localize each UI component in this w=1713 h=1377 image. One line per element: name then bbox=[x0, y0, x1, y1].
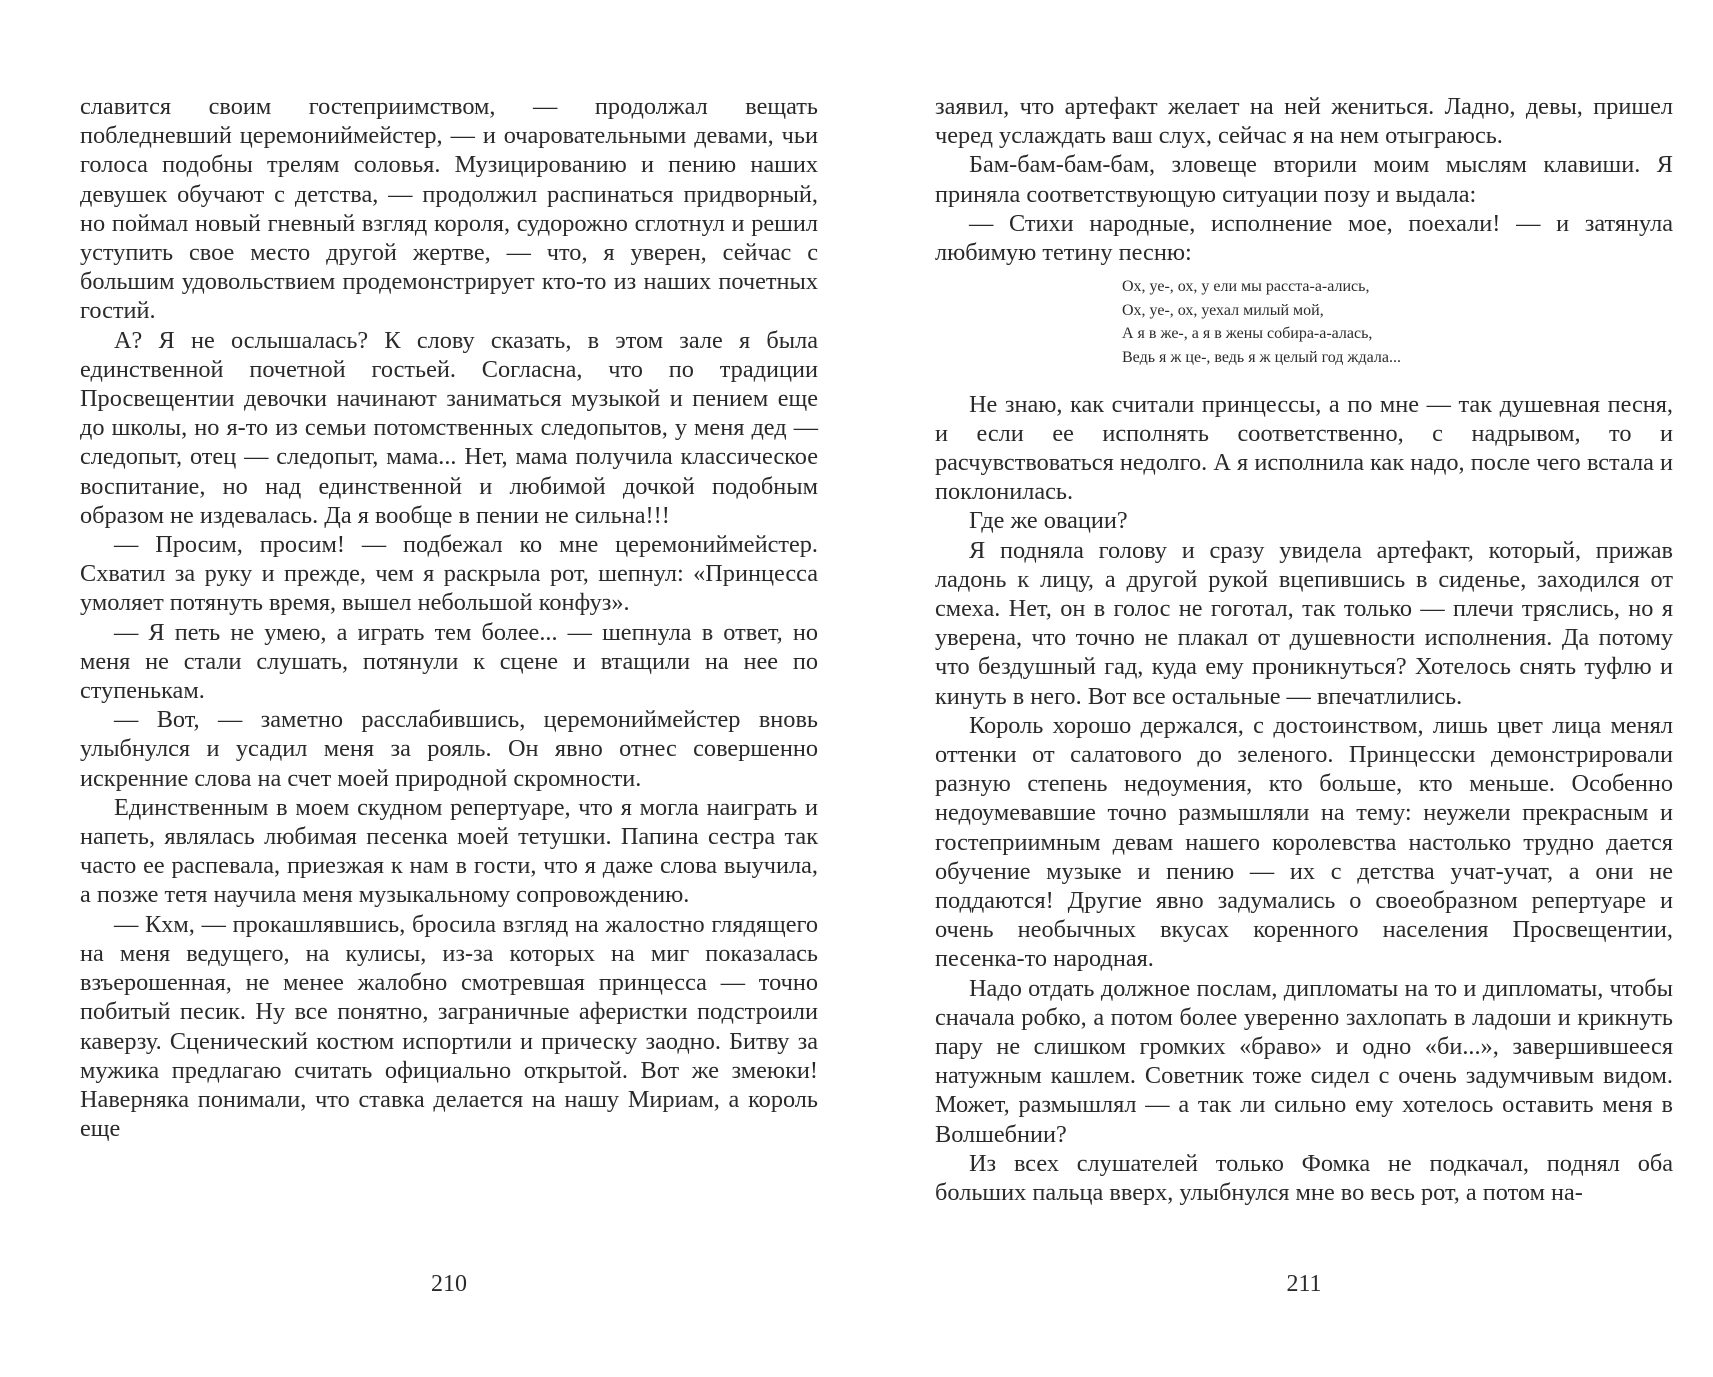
left-page bbox=[80, 92, 818, 1337]
paragraph: — Я петь не умею, а играть тем более... — шепнула в ответ, но меня не стали слушать, потянули к сцене и втащили на нее по ступенькам. bbox=[80, 618, 818, 705]
paragraph: славится своим гостеприимством, — продолжал вещать побледневший церемониймейстер, — и очаровательными девами, чьи голоса подобны трелям соловья. Музицированию и пению наших девушек обучают с детства, — продолжил распинаться придворный, но поймал новый гневный взгляд короля, судорожно сглотнул и решил уступить свое место другой жертве, — что, я уверен, сейчас с большим удовольствием продемонстрирует кто-то из наших почетных гостий. bbox=[80, 93, 818, 325]
paragraph: — Вот, — заметно расслабившись, церемониймейстер вновь улыбнулся и усадил меня за рояль. Он явно отнес совершенно искренние слова на счет моей природной скромности. bbox=[80, 706, 818, 792]
song-verse bbox=[1122, 275, 1673, 369]
paragraph: — Кхм, — прокашлявшись, бросила взгляд на жалостно глядящего на меня ведущего, на кулисы, из-за которых на миг показалась взъерошенная, не менее жалобно смотревшая принцесса — точно побитый песик. Ну все понятно, заграничные аферистки подстроили каверзу. Сценический костюм испортили и прическу заодно. Битву за мужика предлагаю считать официально открытой. Вот же змеюки! Наверняка понимали, что ставка делается на нашу Мириам, а король еще bbox=[80, 910, 818, 1143]
paragraph: — Стихи народные, исполнение мое, поехали! — и затянула любимую тетину песню: bbox=[935, 209, 1673, 267]
paragraph: Из всех слушателей только Фомка не подкачал, поднял оба больших пальца вверх, улыбнулся мне во весь рот, а потом на- bbox=[935, 1149, 1673, 1207]
paragraph: А? Я не ослышалась? К слову сказать, в этом зале я была единственной почетной гостьей. Согласна, что по традиции Просвещентии девочки начинают заниматься музыкой и пением еще до школы, но я-то из семьи потомственных следопытов, у меня дед — следопыт, отец — следопыт, мама... Нет, мама получила классическое воспитание, но над единственной и любимой дочкой подобным образом не издевалась. Да я вообще в пении не сильна!!! bbox=[80, 326, 818, 529]
paragraph: Где же овации? bbox=[969, 507, 1128, 535]
paragraph: Не знаю, как считали принцессы, а по мне — так душевная песня, и если ее исполнять соответственно, с надрывом, то и расчувствоваться недолго. А я исполнила как надо, после чего встала и поклонилась. bbox=[935, 390, 1673, 506]
paragraph: Единственным в моем скудном репертуаре, что я могла наиграть и напеть, являлась любимая песенка моей тетушки. Папина сестра так часто ее распевала, приезжая к нам в гости, что я даже слова выучила, а позже тетя научила меня музыкальному сопровождению. bbox=[80, 793, 818, 909]
paragraph: Король хорошо держался, с достоинством, лишь цвет лица менял оттенки от салатового до зеленого. Принцесски демонстрировали разную степень недоумения, кто больше, кто меньше. Особенно недоумевавшие точно размышляли на тему: неужели прекрасным и гостеприимным девам нашего королевства настолько трудно дается обучение музыке и пению — их с детства учат-учат, а они не поддаются! Другие явно задумались о своеобразном репертуаре и очень необычных вкусах коренного населения Просвещентии, песенка-то народная. bbox=[935, 711, 1673, 973]
verse-line: Ох, уе-, ох, уехал милый мой, bbox=[1122, 301, 1324, 319]
right-page bbox=[935, 92, 1673, 1337]
page-number-right: 211 bbox=[1286, 1271, 1322, 1297]
paragraph: Бам-бам-бам-бам, зловеще вторили моим мыслям клавиши. Я приняла соответствующую ситуации позу и выдала: bbox=[935, 151, 1673, 208]
verse-line: Ведь я ж це-, ведь я ж целый год ждала... bbox=[1122, 349, 1401, 366]
paragraph: Надо отдать должное послам, дипломаты на то и дипломаты, чтобы сначала робко, а потом более уверенно захлопать в ладоши и крикнуть пару не слишком громких «браво» и одно «би...», завершившееся натужным кашлем. Советник тоже сидел с очень задумчивым видом. Может, размышлял — а так ли сильно ему хотелось оставить меня в Волшебнии? bbox=[935, 974, 1673, 1148]
verse-line: Ох, уе-, ох, у ели мы расста-а-ались, bbox=[1122, 278, 1370, 296]
left-page-text bbox=[80, 92, 818, 1143]
page-number-left: 210 bbox=[431, 1271, 467, 1297]
paragraph: Я подняла голову и сразу увидела артефакт, который, прижав ладонь к лицу, а другой рукой вцепившись в сиденье, заходился от смеха. Нет, он в голос не гоготал, так только — плечи тряслись, но я уверена, что точно не плакал от душевности исполнения. Да потому что бездушный гад, куда ему проникнуться? Хотелось снять туфлю и кинуть в него. Вот все остальные — впечатлились. bbox=[935, 536, 1673, 710]
paragraph: заявил, что артефакт желает на ней жениться. Ладно, девы, пришел черед услаждать ваш слух, сейчас я на нем отыграюсь. bbox=[935, 93, 1673, 150]
paragraph: — Просим, просим! — подбежал ко мне церемониймейстер. Схватил за руку и прежде, чем я раскрыла рот, шепнул: «Принцесса умоляет потянуть время, вышел небольшой конфуз». bbox=[80, 531, 818, 617]
right-page-text bbox=[935, 92, 1673, 1207]
verse-line: А я в же-, а я в жены собира-а-алась, bbox=[1122, 325, 1373, 343]
